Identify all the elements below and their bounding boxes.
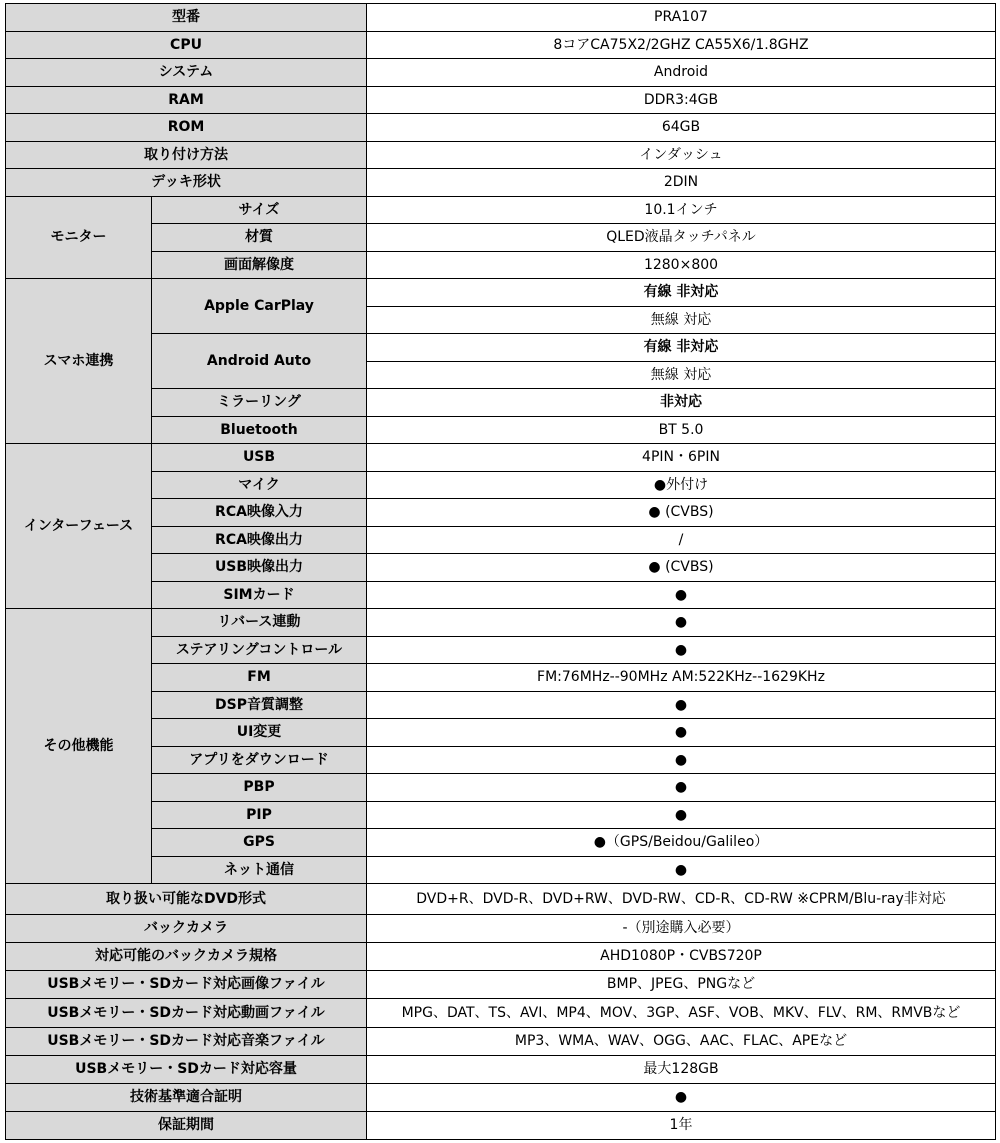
table-row [6, 943, 996, 971]
table-row [6, 857, 996, 884]
table-row [6, 389, 996, 417]
usb-label: USB [152, 444, 367, 472]
warranty-label: 保証期間 [6, 1112, 367, 1140]
table-row [6, 774, 996, 802]
table-row [6, 1028, 996, 1056]
monitor-material-label: 材質 [152, 224, 367, 252]
table-row [6, 417, 996, 444]
reverse-value: ● [367, 609, 996, 637]
cert-label: 技術基準適合証明 [6, 1084, 367, 1112]
table-row [6, 999, 996, 1028]
sim-value: ● [367, 582, 996, 609]
model-value: PRA107 [367, 4, 996, 32]
table-row [6, 554, 996, 582]
rom-value: 64GB [367, 114, 996, 142]
fm-label: FM [152, 664, 367, 692]
video-files-value: MPG、DAT、TS、AVI、MP4、MOV、3GP、ASF、VOB、MKV、FLV、RM、RMVBなど [367, 999, 996, 1028]
mirroring-label: ミラーリング [152, 389, 367, 417]
system-label: システム [6, 59, 367, 87]
table-row [6, 915, 996, 943]
sim-label: SIMカード [152, 582, 367, 609]
table-row [6, 971, 996, 999]
mic-label: マイク [152, 472, 367, 499]
table-row [6, 114, 996, 142]
other-group-label: その他機能 [6, 609, 152, 884]
table-row [6, 334, 996, 362]
table-row [6, 142, 996, 169]
table-row [6, 802, 996, 829]
monitor-group-label: モニター [6, 197, 152, 279]
table-row [6, 829, 996, 857]
table-row [6, 664, 996, 692]
steering-label: ステアリングコントロール [152, 637, 367, 664]
bluetooth-label: Bluetooth [152, 417, 367, 444]
steering-value: ● [367, 637, 996, 664]
apps-value: ● [367, 747, 996, 774]
cpu-label: CPU [6, 32, 367, 59]
net-label: ネット通信 [152, 857, 367, 884]
system-value: Android [367, 59, 996, 87]
table-row [6, 527, 996, 554]
table-row [6, 197, 996, 224]
monitor-size-label: サイズ [152, 197, 367, 224]
table-row [6, 1084, 996, 1112]
mounting-value: インダッシュ [367, 142, 996, 169]
cert-value: ● [367, 1084, 996, 1112]
img-files-label: USBメモリー・SDカード対応画像ファイル [6, 971, 367, 999]
monitor-resolution-label: 画面解像度 [152, 252, 367, 279]
dsp-value: ● [367, 692, 996, 719]
mirroring-value: 非対応 [367, 389, 996, 417]
table-row [6, 252, 996, 279]
carplay-wireless-value: 無線 対応 [367, 307, 996, 334]
ui-label: UI変更 [152, 719, 367, 747]
table-row [6, 1056, 996, 1084]
table-row [6, 32, 996, 59]
deck-label: デッキ形状 [6, 169, 367, 197]
backcam-label: バックカメラ [6, 915, 367, 943]
bluetooth-value: BT 5.0 [367, 417, 996, 444]
table-row [6, 692, 996, 719]
androidauto-label: Android Auto [152, 334, 367, 389]
ui-value: ● [367, 719, 996, 747]
pbp-value: ● [367, 774, 996, 802]
table-row [6, 87, 996, 114]
rca-out-label: RCA映像出力 [152, 527, 367, 554]
pip-label: PIP [152, 802, 367, 829]
table-row [6, 582, 996, 609]
pbp-label: PBP [152, 774, 367, 802]
dsp-label: DSP音質調整 [152, 692, 367, 719]
table-row [6, 59, 996, 87]
video-files-label: USBメモリー・SDカード対応動画ファイル [6, 999, 367, 1028]
table-row [6, 499, 996, 527]
mic-value: ●外付け [367, 472, 996, 499]
deck-value: 2DIN [367, 169, 996, 197]
backcam-std-label: 対応可能のバックカメラ規格 [6, 943, 367, 971]
rca-in-label: RCA映像入力 [152, 499, 367, 527]
table-row [6, 1112, 996, 1140]
spec-table [5, 3, 996, 1140]
capacity-value: 最大128GB [367, 1056, 996, 1084]
dvd-value: DVD+R、DVD-R、DVD+RW、DVD-RW、CD-R、CD-RW ※CPRM/Blu-ray非対応 [367, 884, 996, 915]
apps-label: アプリをダウンロード [152, 747, 367, 774]
table-row [6, 747, 996, 774]
ram-label: RAM [6, 87, 367, 114]
rca-out-value: / [367, 527, 996, 554]
interface-group-label: インターフェース [6, 444, 152, 609]
table-row [6, 719, 996, 747]
usb-video-out-label: USB映像出力 [152, 554, 367, 582]
table-row [6, 609, 996, 637]
warranty-value: 1年 [367, 1112, 996, 1140]
dvd-label: 取り扱い可能なDVD形式 [6, 884, 367, 915]
table-row [6, 472, 996, 499]
table-row [6, 169, 996, 197]
capacity-label: USBメモリー・SDカード対応容量 [6, 1056, 367, 1084]
reverse-label: リバース連動 [152, 609, 367, 637]
androidauto-wired-value: 有線 非対応 [367, 334, 996, 362]
audio-files-label: USBメモリー・SDカード対応音楽ファイル [6, 1028, 367, 1056]
monitor-size-value: 10.1インチ [367, 197, 996, 224]
carplay-wired-value: 有線 非対応 [367, 279, 996, 307]
monitor-material-value: QLED液晶タッチパネル [367, 224, 996, 252]
net-value: ● [367, 857, 996, 884]
rom-label: ROM [6, 114, 367, 142]
table-row [6, 637, 996, 664]
gps-value: ●（GPS/Beidou/Galileo） [367, 829, 996, 857]
fm-value: FM:76MHz--90MHz AM:522KHz--1629KHz [367, 664, 996, 692]
ram-value: DDR3:4GB [367, 87, 996, 114]
monitor-resolution-value: 1280×800 [367, 252, 996, 279]
model-label: 型番 [6, 4, 367, 32]
pip-value: ● [367, 802, 996, 829]
table-row [6, 4, 996, 32]
androidauto-wireless-value: 無線 対応 [367, 362, 996, 389]
audio-files-value: MP3、WMA、WAV、OGG、AAC、FLAC、APEなど [367, 1028, 996, 1056]
table-row [6, 444, 996, 472]
rca-in-value: ● (CVBS) [367, 499, 996, 527]
gps-label: GPS [152, 829, 367, 857]
table-row [6, 884, 996, 915]
table-row [6, 279, 996, 307]
usb-value: 4PIN・6PIN [367, 444, 996, 472]
backcam-std-value: AHD1080P・CVBS720P [367, 943, 996, 971]
backcam-value: -（別途購入必要） [367, 915, 996, 943]
mounting-label: 取り付け方法 [6, 142, 367, 169]
usb-video-out-value: ● (CVBS) [367, 554, 996, 582]
carplay-label: Apple CarPlay [152, 279, 367, 334]
cpu-value: 8コアCA75X2/2GHZ CA55X6/1.8GHZ [367, 32, 996, 59]
img-files-value: BMP、JPEG、PNGなど [367, 971, 996, 999]
smartphone-group-label: スマホ連携 [6, 279, 152, 444]
table-row [6, 224, 996, 252]
